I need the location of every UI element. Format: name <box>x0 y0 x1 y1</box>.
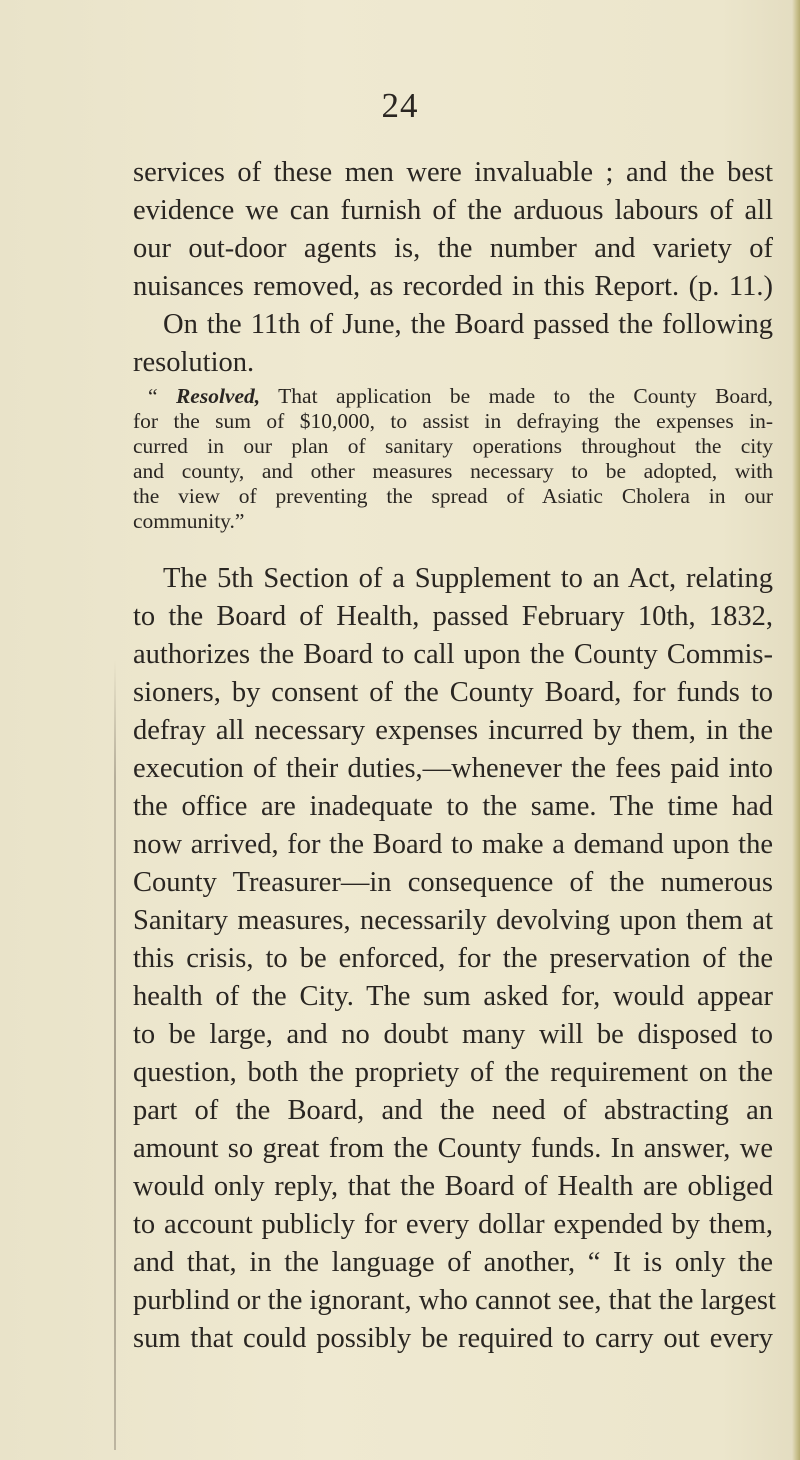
text-line: purblind or the ignorant, who cannot see, that the largest <box>133 1285 776 1316</box>
quote-open-mark: “ <box>148 384 176 408</box>
quote-lead-word: Resolved, <box>175 384 261 408</box>
gutter-shadow <box>114 660 116 1450</box>
text-line: authorizes the Board to call upon the County Commis- <box>133 639 773 670</box>
text-line: now arrived, for the Board to make a demand upon the <box>133 829 773 860</box>
text-line: defray all necessary expenses incurred by them, in the <box>133 715 773 746</box>
page-edge <box>792 0 800 1460</box>
text-line: to be large, and no doubt many will be disposed to <box>133 1019 773 1050</box>
quote-first-line-rest: That application be made to the County Board, <box>260 384 773 408</box>
quote-line: for the sum of $10,000, to assist in defraying the expenses in- <box>133 409 773 433</box>
text-line: our out-door agents is, the number and variety of <box>133 233 773 264</box>
page-number: 24 <box>381 86 419 125</box>
quote-line: and county, and other measures necessary to be adopted, with <box>133 459 773 483</box>
text-line: Sanitary measures, necessarily devolving upon them at <box>133 905 773 936</box>
text-line: amount so great from the County funds. In answer, we <box>133 1133 773 1164</box>
text-line: On the 11th of June, the Board passed the following <box>163 309 773 340</box>
quote-line: the view of preventing the spread of Asiatic Cholera in our <box>133 484 773 508</box>
text-line: County Treasurer—in consequence of the numerous <box>133 867 773 898</box>
quote-first-line <box>148 384 773 409</box>
quote-line: curred in our plan of sanitary operations throughout the city <box>133 434 773 458</box>
text-line: sioners, by consent of the County Board, for funds to <box>133 677 773 708</box>
quote-line: community.” <box>133 509 245 533</box>
text-line: evidence we can furnish of the arduous labours of all <box>133 195 773 226</box>
text-line: resolution. <box>133 347 255 378</box>
text-line: question, both the propriety of the requirement on the <box>133 1057 773 1088</box>
text-line: sum that could possibly be required to carry out every <box>133 1323 773 1354</box>
text-line: would only reply, that the Board of Health are obliged <box>133 1171 773 1202</box>
text-line: services of these men were invaluable ; and the best <box>133 157 773 188</box>
text-line: part of the Board, and the need of abstracting an <box>133 1095 773 1126</box>
text-line: the office are inadequate to the same. The time had <box>133 791 773 822</box>
text-line: nuisances removed, as recorded in this Report. (p. 11.) <box>133 271 773 302</box>
text-line: The 5th Section of a Supplement to an Act, relating <box>163 563 773 594</box>
text-line: health of the City. The sum asked for, would appear <box>133 981 773 1012</box>
text-line: to account publicly for every dollar expended by them, <box>133 1209 773 1240</box>
text-line: execution of their duties,—whenever the fees paid into <box>133 753 773 784</box>
text-line: and that, in the language of another, “ It is only the <box>133 1247 773 1278</box>
text-line: this crisis, to be enforced, for the preservation of the <box>133 943 773 974</box>
text-line: to the Board of Health, passed February 10th, 1832, <box>133 601 773 632</box>
